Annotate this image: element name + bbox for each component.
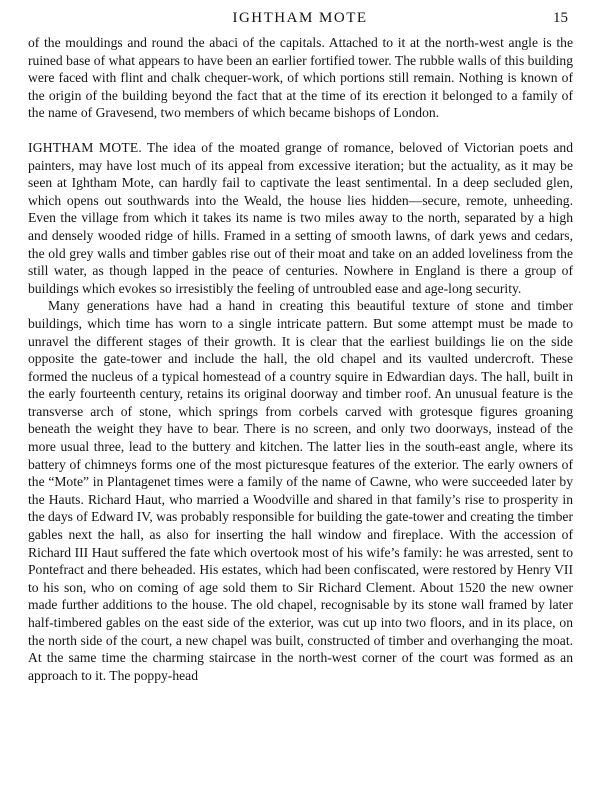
body-text (28, 34, 573, 684)
page-number: 15 (553, 10, 568, 26)
paragraph-continued (28, 34, 573, 122)
section-lead-heading: IGHTHAM MOTE. (28, 139, 142, 155)
running-title: IGHTHAM MOTE (232, 10, 368, 26)
paragraph-history (28, 297, 573, 684)
paragraph-text: Many generations have had a hand in creating this beautiful texture of stone and timber buildings, which time has worn to a single intricate pattern. But some attempt must be made to unravel the different stages of their growth. It is clear that the earliest buildings lie on the side opposite the gate-tower and include the hall, the old chapel and its vaulted undercroft. These formed the nucleus of a typical homestead of a country squire in Edwardian days. The hall, built in the early fourteenth century, retains its original doorway and timber roof. An unusual feature is the transverse arch of stone, which springs from corbels carved with grotesque figures groaning beneath the weight they have to bear. There is no screen, and only two doorways, instead of the more usual three, lead to the buttery and kitchen. The latter lies in the south-east angle, where its battery of chimneys forms one of the most picturesque features of the exterior. The early owners of the “Mote” in Plantagenet times were a family of the name of Cawne, who were succeeded later by the Hauts. Richard Haut, who married a Woodville and shared in that family’s rise to prosperity in the days of Edward IV, was probably responsible for building the gate-tower and creating the timber gables next the hall, as also for inserting the hall window and fireplace. With the accession of Richard III Haut suffered the fate which overtook most of his wife’s family: he was arrested, sent to Pontefract and there beheaded. His estates, which had been confiscated, were restored by Henry VII to his son, who on coming of age sold them to Sir Richard Clement. About 1520 the new owner made further additions to the house. The old chapel, recognisable by its stone wall framed by later half-timbered gables on the east side of the exterior, was cut up into two floors, and in its place, on the north side of the court, a new chapel was built, constructed of timber and overhanging the moat. At the same time the charming staircase in the north-west corner of the court was formed as an approach to it. The poppy-head (28, 298, 573, 683)
paragraph-ightham-mote (28, 139, 573, 297)
paragraph-text: of the mouldings and round the abaci of the capitals. Attached to it at the north-west angle is the ruined base of what appears to have been an earlier fortified tower. The rubble walls of this building were faced with flint and chalk chequer-work, of which portions still remain. Nothing is known of the origin of the building beyond the fact that at the time of its erection it belonged to a family of the name of Gravesend, two members of which became bishops of London. (28, 35, 573, 121)
paragraph-text: The idea of the moated grange of romance, beloved of Victorian poets and painters, may have lost much of its appeal from excessive iteration; but the actuality, as it may be seen at Ightham Mote, can hardly fail to captivate the least sentimental. In a deep secluded glen, which opens out southwards into the Weald, the house lies hidden—secure, remote, unheeding. Even the village from which it takes its name is two miles away to the north, separated by a high and densely wooded ridge of hills. Framed in a setting of smooth lawns, of dark yews and cedars, the old grey walls and timber gables rise out of their moat and take on an added loveliness from the still water, as though lapped in the peace of centuries. Nowhere in England is there a group of buildings which evokes so irresistibly the feeling of untroubled ease and age-long security. (28, 139, 573, 296)
running-head (0, 10, 600, 30)
